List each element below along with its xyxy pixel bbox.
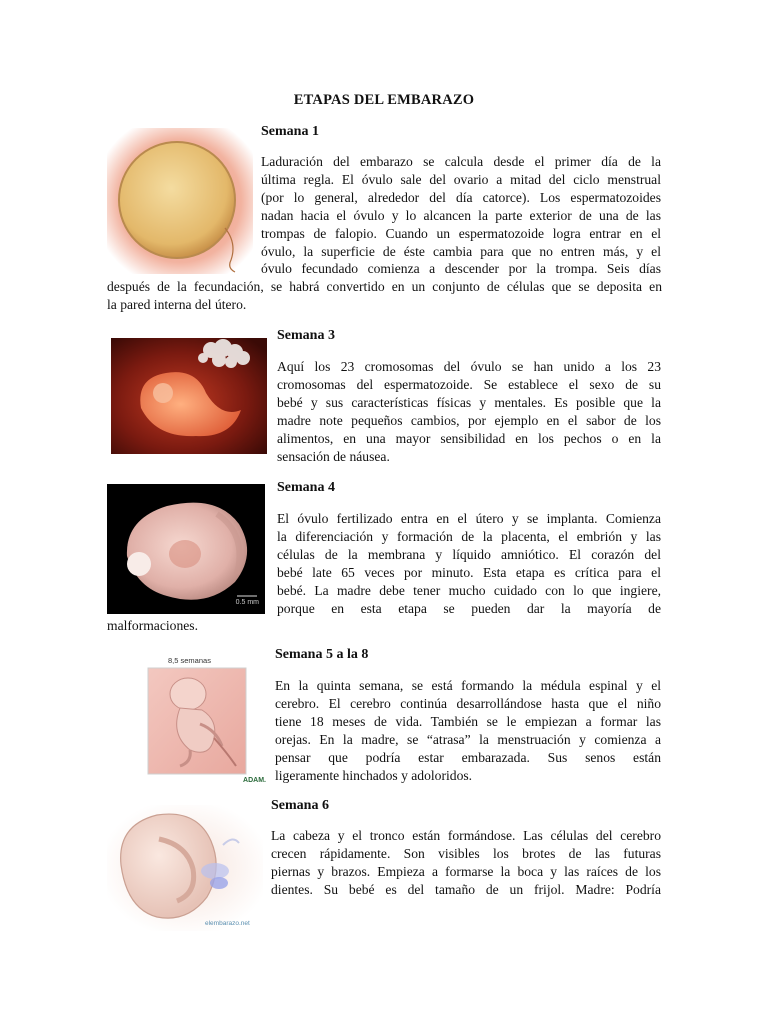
- fetus-8-weeks-illustration: [140, 654, 266, 786]
- section-text-semana-1-continued: [107, 278, 662, 314]
- section-text-semana-4-continued: [107, 617, 407, 635]
- text-line: En la quinta semana, se está formando la médula espinal y el: [275, 678, 661, 693]
- text-line: madre note pequeños cambios, por ejemplo en el sabor de los: [277, 412, 661, 428]
- text-line: cromosomas del espermatozoide. Se establece el sexo de su: [277, 376, 661, 392]
- text-line: óvulo fecundado comienza a descender por la trompa. Seis días: [261, 261, 661, 277]
- text-line: La cabeza y el tronco están formándose. Las células del cerebro: [271, 828, 661, 843]
- image-watermark: elembarazo.net: [205, 920, 250, 927]
- image-credit: ADAM.: [243, 777, 266, 784]
- section-text-semana-1: [261, 153, 661, 278]
- section-text-semana-6: [271, 827, 661, 899]
- text-line: Aquí los 23 cromosomas del óvulo se han unido a los 23: [277, 359, 661, 374]
- figure-caption: 8,5 semanas: [168, 656, 211, 665]
- text-line: alimentos, en una mayor sensibilidad en los pechos o en la: [277, 430, 661, 446]
- text-line: sensación de náusea.: [277, 448, 390, 464]
- text-line: la pared interna del útero.: [107, 296, 247, 312]
- text-line: después de la fecundación, se habrá convertido en un conjunto de células que se deposita en: [107, 279, 662, 294]
- text-line: óvulo, la superficie de éste cambia para que no entren más, y el: [261, 243, 661, 259]
- section-heading-semana-1: Semana 1: [261, 124, 319, 139]
- section-heading-semana-3: Semana 3: [277, 328, 335, 343]
- text-line: trompas de falopio. Cuando un espermatozoide logra entrar en el: [261, 225, 661, 241]
- text-line: la diferenciación y formación de la placenta, el embrión y las: [277, 528, 661, 544]
- text-line: piernas y brazos. Empieza a formarse la boca y las raíces de los: [271, 863, 661, 879]
- text-line: bebé late 65 veces por minuto. Esta etapa es crítica para el: [277, 564, 661, 580]
- text-line: crecen rápidamente. Son visibles los brotes de las futuras: [271, 845, 661, 861]
- text-line: bebé. La madre debe tener mucho cuidado con lo que ingiere,: [277, 582, 661, 598]
- section-text-semana-3: [277, 358, 661, 465]
- scale-label: 0.5 mm: [235, 599, 259, 606]
- section-text-semana-5-8: [275, 677, 661, 784]
- embryo-week4-photo: [107, 484, 265, 614]
- text-line: ligeramente hinchados y adoloridos.: [275, 767, 473, 783]
- text-line: células de la membrana y líquido amniótico. El corazón del: [277, 546, 661, 562]
- text-line: orejas. En la madre, se “atrasa” la menstruación y comienza a: [275, 731, 661, 747]
- text-line: cerebro. El cerebro continúa desarrollándose hasta que el niño: [275, 695, 661, 711]
- section-heading-semana-6: Semana 6: [271, 798, 329, 813]
- embryo-week6-illustration: [107, 805, 263, 931]
- text-line: porque en esta etapa se pueden dar la mayoría de: [277, 600, 661, 616]
- text-line: malformaciones.: [107, 618, 198, 633]
- section-text-semana-4: [277, 510, 661, 617]
- section-heading-semana-5-8: Semana 5 a la 8: [275, 647, 369, 662]
- text-line: bebé y sus características físicas y mentales. Es posible que la: [277, 394, 661, 410]
- text-line: Laduración del embarazo se calcula desde el primer día de la: [261, 154, 661, 169]
- section-heading-semana-4: Semana 4: [277, 480, 335, 495]
- early-embryo-photo: [111, 338, 267, 454]
- text-line: tiene 18 meses de vida. También se le empiezan a formar las: [275, 713, 661, 729]
- text-line: nadan hacia el óvulo y lo alcancen la parte exterior de una de las: [261, 207, 661, 223]
- text-line: dientes. Su bebé es del tamaño de un frijol. Madre: Podría: [271, 881, 661, 897]
- text-line: última regla. El óvulo sale del ovario a mitad del ciclo menstrual: [261, 171, 661, 187]
- text-line: pensar que podría estar embarazada. Sus senos están: [275, 749, 661, 765]
- document-title: ETAPAS DEL EMBARAZO: [293, 92, 475, 108]
- text-line: (por lo general, alrededor del día catorce). Los espermatozoides: [261, 189, 661, 205]
- text-line: El óvulo fertilizado entra en el útero y se implanta. Comienza: [277, 511, 661, 526]
- ovum-cell-illustration: [107, 128, 253, 274]
